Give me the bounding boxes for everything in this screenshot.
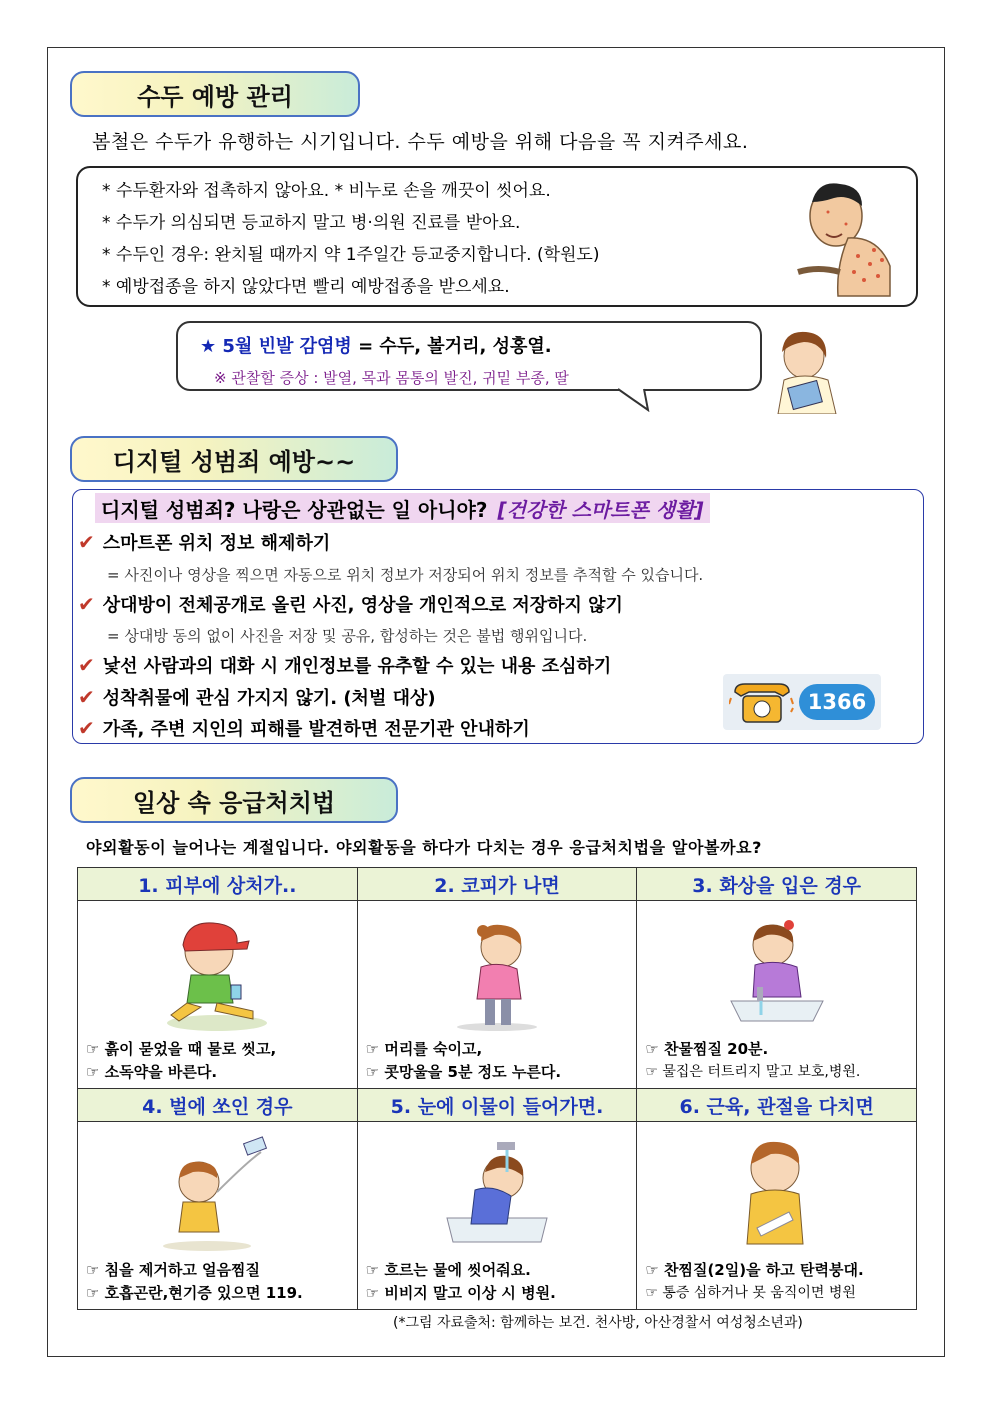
card-title: 3. 화상을 입은 경우 <box>637 868 917 901</box>
first-aid-card <box>637 1122 917 1310</box>
arm-bandage-illustration <box>717 1132 837 1252</box>
card-title: 2. 코피가 나면 <box>357 868 637 901</box>
rule-line: * 수두가 의심되면 등교하지 말고 병·의원 진료를 받아요. <box>102 213 521 233</box>
hotline-number: 1366 <box>799 684 875 720</box>
infection-speech-bubble <box>176 321 762 391</box>
chickenpox-rules-box <box>76 166 918 307</box>
card-text: ☞ 찬찜질(2일)을 하고 탄력붕대. ☞ 통증 심하거나 못 움직이면 병원 <box>645 1261 864 1301</box>
bubble-tail <box>618 388 658 412</box>
card-text: ☞ 찬물찜질 20분. ☞ 물집은 터트리지 말고 보호,병원. <box>645 1040 861 1080</box>
check-item: ✔ 가족, 주변 지인의 피해를 발견하면 전문기관 안내하기 <box>78 716 530 740</box>
card-title: 4. 벌에 쏘인 경우 <box>78 1089 358 1122</box>
first-aid-grid <box>77 867 917 1310</box>
image-credit: (*그림 자료출처: 함께하는 보건. 천사방, 아산경찰서 여성청소년과) <box>393 1315 803 1331</box>
check-item: ✔ 스마트폰 위치 정보 해제하기 <box>78 530 331 554</box>
first-aid-card <box>78 901 358 1089</box>
nurse-illustration <box>764 326 856 414</box>
rule-line: * 수두환자와 접촉하지 않아요. * 비누로 손을 깨끗이 씻어요. <box>102 181 551 201</box>
sick-man-illustration <box>778 176 898 298</box>
card-text: ☞ 흙이 묻었을 때 물로 씻고, ☞ 소독약을 바른다. <box>86 1040 277 1081</box>
card-text: ☞ 머리를 숙이고, ☞ 콧망울을 5분 정도 누른다. <box>365 1040 562 1081</box>
digital-crime-headline <box>95 493 710 523</box>
section1-title: 수두 예방 관리 <box>70 71 360 117</box>
check-item-detail: = 사진이나 영상을 찍으면 자동으로 위치 정보가 저장되어 위치 정보를 추적할 수 있습니다. <box>107 566 704 584</box>
headline-text: 디지털 성범죄? 나랑은 상관없는 일 아니야? <box>101 497 488 522</box>
headline-italic: [건강한 스마트폰 생활] <box>497 497 704 522</box>
check-item: ✔ 상대방이 전체공개로 올린 사진, 영상을 개인적으로 저장하지 않기 <box>78 592 623 616</box>
check-item: ✔ 성착취물에 관심 가지지 않기. (처벌 대상) <box>78 685 436 709</box>
scraped-knee-illustration <box>157 911 277 1031</box>
bubble-symptoms: ※ 관찰할 증상 : 발열, 목과 몸통의 발진, 귀밑 부종, 딸 <box>214 369 569 387</box>
card-title: 6. 근육, 관절을 다치면 <box>637 1089 917 1122</box>
check-icon: ✔ <box>78 685 95 709</box>
section2-title: 디지털 성범죄 예방~~ <box>70 436 398 482</box>
section3-intro: 야외활동이 늘어나는 계절입니다. 야외활동을 하다가 다치는 경우 응급처치법을 알아볼까요? <box>86 838 763 857</box>
check-item-detail: = 상대방 동의 없이 사진을 저장 및 공유, 합성하는 것은 불법 행위입니다. <box>107 627 588 645</box>
phone-icon <box>729 678 795 726</box>
rule-line: * 수두인 경우: 완치될 때까지 약 1주일간 등교중지합니다. (학원도) <box>102 245 600 265</box>
card-title: 5. 눈에 이물이 들어가면. <box>357 1089 637 1122</box>
first-aid-card <box>357 901 637 1089</box>
check-icon: ✔ <box>78 530 95 554</box>
star-icon: ★ <box>200 336 217 357</box>
nosebleed-illustration <box>437 911 557 1031</box>
check-icon: ✔ <box>78 716 95 740</box>
bubble-highlight: 5월 빈발 감염병 <box>222 336 352 357</box>
eye-rinse-illustration <box>437 1132 557 1252</box>
burn-cooling-illustration <box>717 911 837 1031</box>
first-aid-card <box>637 901 917 1089</box>
check-icon: ✔ <box>78 653 95 677</box>
card-title: 1. 피부에 상처가.. <box>78 868 358 901</box>
first-aid-card <box>357 1122 637 1310</box>
card-text: ☞ 흐르는 물에 씻어줘요. ☞ 비비지 말고 이상 시 병원. <box>365 1261 556 1302</box>
bee-sting-illustration <box>157 1132 277 1252</box>
first-aid-card <box>78 1122 358 1310</box>
check-icon: ✔ <box>78 592 95 616</box>
card-text: ☞ 침을 제거하고 얼음찜질 ☞ 호흡곤란,현기증 있으면 119. <box>86 1261 303 1302</box>
section3-title: 일상 속 응급처치법 <box>70 777 398 823</box>
bubble-diseases: = 수두, 볼거리, 성홍열. <box>351 336 552 357</box>
check-item: ✔ 낯선 사람과의 대화 시 개인정보를 유추할 수 있는 내용 조심하기 <box>78 653 612 677</box>
hotline-card <box>723 674 881 730</box>
rule-line: * 예방접종을 하지 않았다면 빨리 예방접종을 받으세요. <box>102 277 510 297</box>
bubble-headline <box>200 332 552 358</box>
section1-intro: 봄철은 수두가 유행하는 시기입니다. 수두 예방을 위해 다음을 꼭 지켜주세요. <box>92 131 749 153</box>
